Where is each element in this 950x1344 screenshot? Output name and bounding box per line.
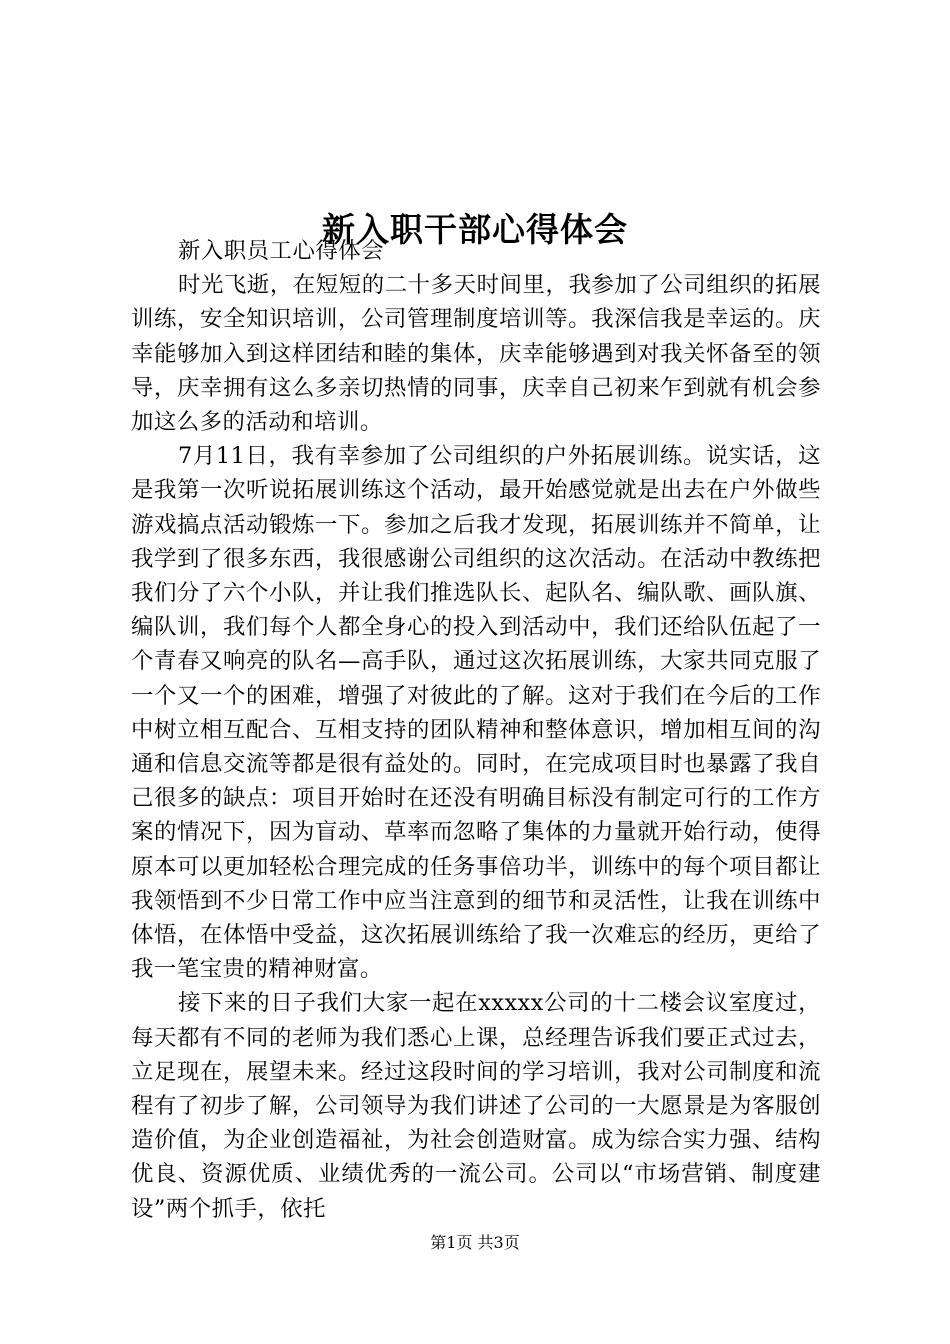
paragraph-3: 接下来的日子我们大家一起在xxxxx公司的十二楼会议室度过，每天都有不同的老师为我们悉心上课，总经理告诉我们要正式过去，立足现在，展望未来。经过这段时间的学习培训，我对公司制度和流程有了初步了解，公司领导为我们讲述了公司的一大愿景是为客服创造价值，为企业创造福祉，为社会创造财富。成为综合实力强、结构优良、资源优质、业绩优秀的一流公司。公司以“市场营销、制度建设”两个抓手，依托 bbox=[131, 990, 821, 1222]
document-title: 新入职干部心得体会 bbox=[322, 210, 628, 250]
paragraph-2: 7月11日，我有幸参加了公司组织的户外拓展训练。说实话，这是我第一次听说拓展训练这个活动，最开始感觉就是出去在户外做些游戏搞点活动锻炼一下。参加之后我才发现，拓展训练并不简单，让我学到了很多东西，我很感谢公司组织的这次活动。在活动中教练把我们分了六个小队，并让我们推选队长、起队名、编队歌、画队旗、编队训，我们每个人都全身心的投入到活动中，我们还给队伍起了一个青春又响亮的队名—高手队，通过这次拓展训练，大家共同克服了一个又一个的困难，增强了对彼此的了解。这对于我们在今后的工作中树立相互配合、互相支持的团队精神和整体意识，增加相互间的沟通和信息交流等都是很有益处的。同时，在完成项目时也暴露了我自己很多的缺点：项目开始时在还没有明确目标没有制定可行的工作方案的情况下，因为盲动、草率而忽略了集体的力量就开始行动，使得原本可以更加轻松合理完成的任务事倍功半，训练中的每个项目都让我领悟到不少日常工作中应当注意到的细节和灵活性，让我在训练中体悟，在体悟中受益，这次拓展训练给了我一次难忘的经历，更给了我一笔宝贵的精神财富。 bbox=[131, 443, 821, 983]
document-body bbox=[131, 234, 821, 1226]
page-footer: 第1页 共3页 bbox=[430, 1233, 520, 1252]
document-subtitle: 新入职员工心得体会 bbox=[178, 238, 385, 264]
paragraph-1: 时光飞逝，在短短的二十多天时间里，我参加了公司组织的拓展训练，安全知识培训，公司管理制度培训等。我深信我是幸运的。庆幸能够加入到这样团结和睦的集体，庆幸能够遇到对我关怀备至的领导，庆幸拥有这么多亲切热情的同事，庆幸自己初来乍到就有机会参加这么多的活动和培训。 bbox=[131, 272, 821, 436]
